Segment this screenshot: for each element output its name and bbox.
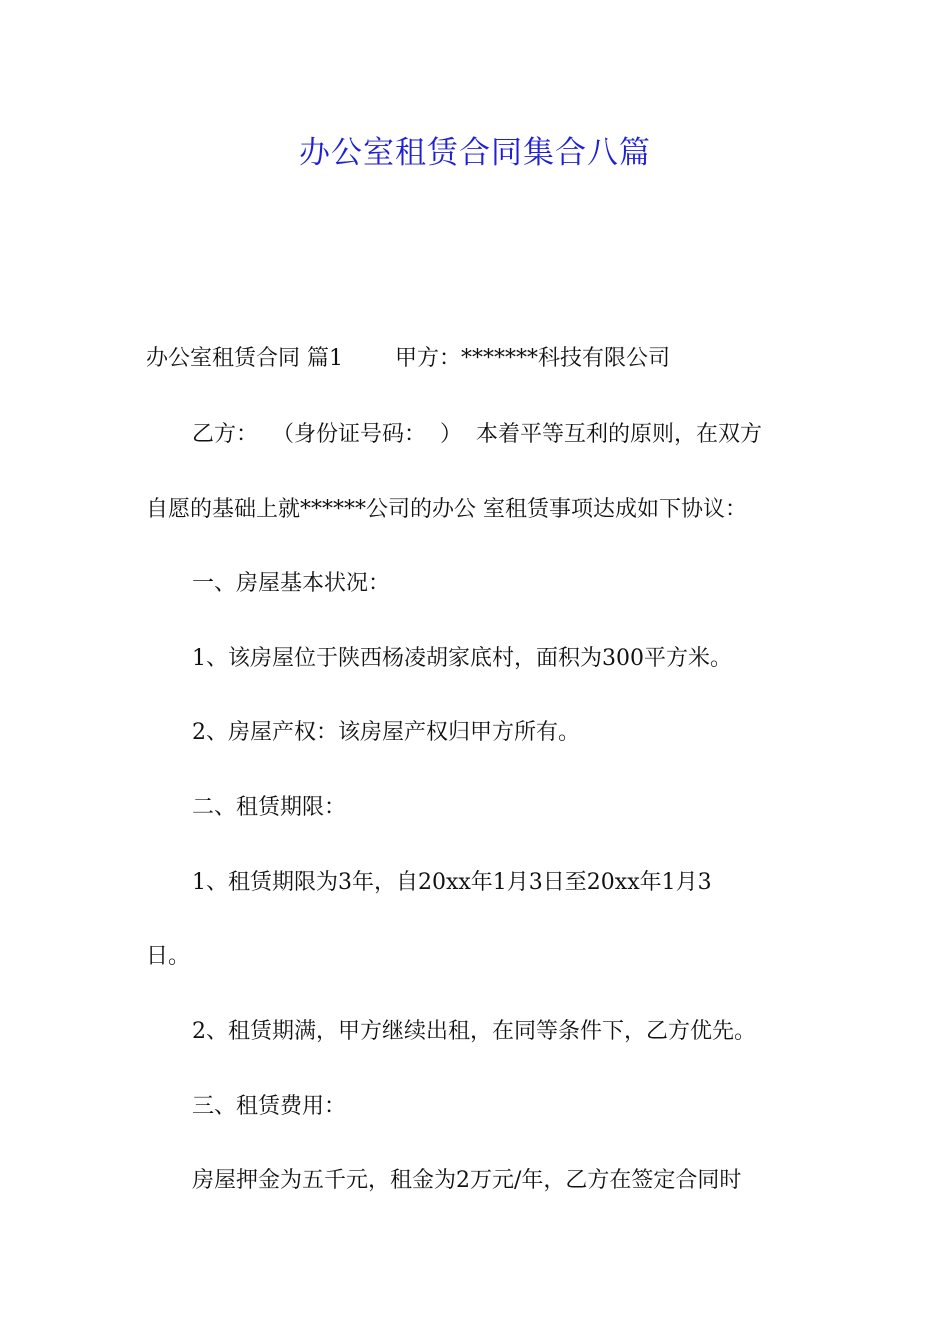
contract-heading: 办公室租赁合同 篇1 [146,346,343,371]
paragraph-line: 1、该房屋位于陕西杨凌胡家底村，面积为300平方米。 [192,646,732,671]
section-heading: 二、租赁期限： [192,795,347,820]
paragraph-line: 1、租赁期限为3年，自20xx年1月3日至20xx年1月3 [192,870,712,895]
paragraph-line: 房屋押金为五千元，租金为2万元/年，乙方在签定合同时 [192,1168,742,1193]
paragraph-line: 2、租赁期满，甲方继续出租，在同等条件下，乙方优先。 [192,1019,756,1044]
party-a: 甲方：*******科技有限公司 [395,346,671,371]
paragraph-line: 自愿的基础上就******公司的办公 室租赁事项达成如下协议： [146,497,747,522]
paragraph-first-line [146,341,816,377]
section-heading: 三、租赁费用： [192,1094,347,1119]
paragraph-line: 乙方： （身份证号码： ） 本着平等互利的原则，在双方 [192,422,762,447]
section-heading: 一、房屋基本状况： [192,571,391,596]
paragraph-line: 日。 [146,944,191,969]
paragraph-line: 2、房屋产权：该房屋产权归甲方所有。 [192,720,580,745]
document-title: 办公室租赁合同集合八篇 [299,135,651,171]
